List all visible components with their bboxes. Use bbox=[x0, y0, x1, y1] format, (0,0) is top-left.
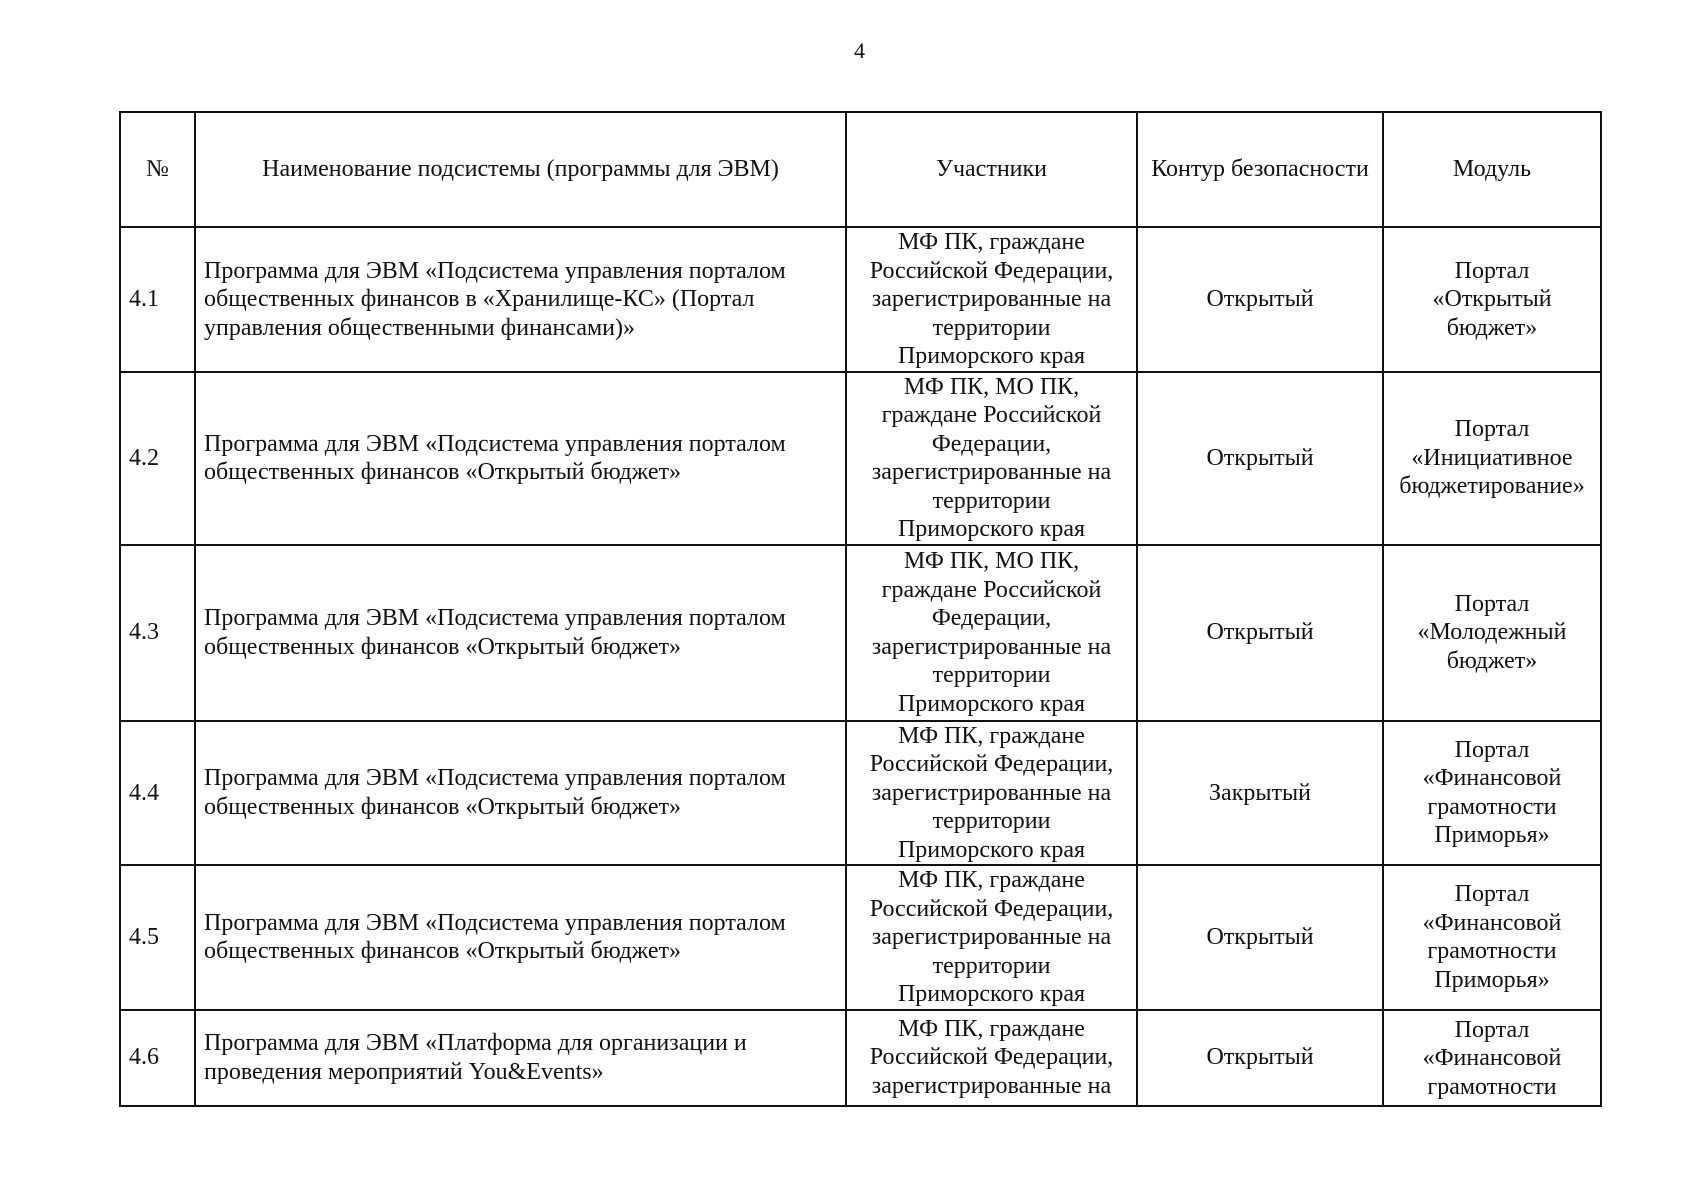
header-participants: Участники bbox=[846, 112, 1137, 227]
row-participants-line: Российской Федерации, bbox=[869, 751, 1114, 777]
row-name-line: общественных финансов в «Хранилище-КС» (Портал bbox=[204, 286, 755, 312]
row-num: 4.4 bbox=[120, 721, 195, 866]
row-participants-line: Федерации, bbox=[931, 605, 1052, 631]
row-participants-line: зарегистрированные на bbox=[871, 779, 1112, 806]
row-participants-line: граждане Российской bbox=[881, 402, 1102, 428]
row-participants-line: МФ ПК, граждане bbox=[898, 722, 1085, 749]
row-name bbox=[195, 1010, 846, 1106]
row-participants-line: Приморского края bbox=[897, 516, 1086, 542]
table-header-row bbox=[120, 112, 1601, 227]
row-participants-line: зарегистрированные на bbox=[871, 286, 1112, 312]
row-participants-line: Приморского края bbox=[897, 981, 1086, 1007]
row-name bbox=[195, 227, 846, 372]
row-module-line: Портал bbox=[1454, 736, 1530, 763]
row-module bbox=[1383, 865, 1601, 1010]
row-num: 4.5 bbox=[120, 865, 195, 1010]
row-participants-line: Российской Федерации, bbox=[869, 1044, 1114, 1071]
row-name-line: Программа для ЭВМ «Подсистема управления порталом bbox=[204, 430, 786, 457]
row-participants bbox=[846, 372, 1137, 545]
row-module-line: «Инициативное bbox=[1411, 444, 1573, 471]
table-row bbox=[120, 865, 1601, 1010]
row-security: Открытый bbox=[1137, 865, 1383, 1010]
row-security: Открытый bbox=[1137, 227, 1383, 372]
table-row bbox=[120, 227, 1601, 372]
row-module bbox=[1383, 372, 1601, 545]
row-module-line: бюджетирование» bbox=[1399, 473, 1585, 500]
table-row bbox=[120, 372, 1601, 545]
row-num: 4.2 bbox=[120, 372, 195, 545]
header-module: Модуль bbox=[1383, 112, 1601, 227]
row-module-line: Приморья» bbox=[1434, 966, 1550, 993]
row-participants-line: МФ ПК, граждане bbox=[898, 867, 1085, 893]
row-module-line: Портал bbox=[1454, 416, 1530, 443]
row-participants bbox=[846, 545, 1137, 721]
row-name bbox=[195, 721, 846, 866]
header-name: Наименование подсистемы (программы для ЭВМ) bbox=[195, 112, 846, 227]
row-participants-line: зарегистрированные на bbox=[871, 924, 1112, 950]
row-module-line: грамотности bbox=[1427, 938, 1557, 965]
row-module-line: Портал bbox=[1454, 257, 1530, 284]
row-module-line: бюджет» bbox=[1446, 314, 1538, 341]
row-name-line: Программа для ЭВМ «Платформа для организации и bbox=[204, 1030, 747, 1056]
row-participants-line: территории bbox=[932, 662, 1051, 688]
row-module-line: «Открытый bbox=[1432, 286, 1552, 312]
row-module bbox=[1383, 545, 1601, 721]
row-name-line: проведения мероприятий You&Events» bbox=[204, 1058, 604, 1085]
row-name-line: общественных финансов «Открытый бюджет» bbox=[204, 793, 682, 820]
row-module-line: грамотности bbox=[1427, 793, 1557, 820]
header-security: Контур безопасности bbox=[1137, 112, 1383, 227]
row-participants-line: территории bbox=[932, 952, 1051, 979]
row-name-line: общественных финансов «Открытый бюджет» bbox=[204, 633, 682, 660]
row-module-line: «Финансовой bbox=[1422, 909, 1562, 936]
row-name-line: управления общественными финансами)» bbox=[204, 314, 635, 341]
row-module-line: грамотности bbox=[1427, 1073, 1557, 1100]
row-num: 4.6 bbox=[120, 1010, 195, 1106]
row-name-line: Программа для ЭВМ «Подсистема управления порталом bbox=[204, 257, 786, 284]
row-security: Открытый bbox=[1137, 545, 1383, 721]
subsystems-table bbox=[119, 111, 1602, 1107]
row-module-line: «Молодежный bbox=[1417, 619, 1567, 646]
row-module-line: «Финансовой bbox=[1422, 765, 1562, 792]
row-module-line: Портал bbox=[1454, 1016, 1530, 1043]
row-participants-line: зарегистрированные на bbox=[871, 459, 1112, 485]
row-module-line: Портал bbox=[1454, 590, 1530, 617]
row-module bbox=[1383, 721, 1601, 866]
row-module bbox=[1383, 227, 1601, 372]
row-participants bbox=[846, 1010, 1137, 1106]
row-participants-line: территории bbox=[932, 808, 1051, 834]
row-participants-line: Приморского края bbox=[897, 836, 1086, 863]
row-participants-line: Российской Федерации, bbox=[869, 257, 1114, 284]
row-name bbox=[195, 865, 846, 1010]
row-participants-line: территории bbox=[932, 314, 1051, 341]
row-participants bbox=[846, 227, 1137, 372]
row-participants-line: территории bbox=[932, 487, 1051, 514]
row-participants-line: зарегистрированные на bbox=[871, 633, 1112, 660]
row-name bbox=[195, 372, 846, 545]
row-security: Закрытый bbox=[1137, 721, 1383, 866]
row-module-line: Приморья» bbox=[1434, 822, 1550, 849]
row-participants-line: МФ ПК, граждане bbox=[898, 229, 1085, 255]
row-name-line: общественных финансов «Открытый бюджет» bbox=[204, 459, 682, 485]
row-participants bbox=[846, 865, 1137, 1010]
row-participants-line: МФ ПК, МО ПК, bbox=[903, 373, 1080, 400]
row-module-line: Портал bbox=[1454, 881, 1530, 908]
row-participants-line: граждане Российской bbox=[881, 576, 1102, 603]
row-name bbox=[195, 545, 846, 721]
row-participants-line: Приморского края bbox=[897, 690, 1086, 717]
row-num: 4.1 bbox=[120, 227, 195, 372]
row-participants-line: зарегистрированные на bbox=[871, 1072, 1112, 1099]
header-num: № bbox=[120, 112, 195, 227]
row-num: 4.3 bbox=[120, 545, 195, 721]
row-name-line: общественных финансов «Открытый бюджет» bbox=[204, 938, 682, 965]
row-name-line: Программа для ЭВМ «Подсистема управления порталом bbox=[204, 909, 786, 936]
row-name-line: Программа для ЭВМ «Подсистема управления порталом bbox=[204, 605, 786, 631]
row-participants bbox=[846, 721, 1137, 866]
row-participants-line: Приморского края bbox=[897, 343, 1086, 369]
table-row bbox=[120, 1010, 1601, 1106]
page-number: 4 bbox=[854, 38, 865, 63]
row-participants-line: Федерации, bbox=[931, 430, 1052, 457]
row-participants-line: Российской Федерации, bbox=[869, 895, 1114, 922]
row-module-line: «Финансовой bbox=[1422, 1045, 1562, 1072]
table-row bbox=[120, 721, 1601, 866]
row-module bbox=[1383, 1010, 1601, 1106]
table-row bbox=[120, 545, 1601, 721]
row-participants-line: МФ ПК, граждане bbox=[898, 1015, 1085, 1042]
row-security: Открытый bbox=[1137, 1010, 1383, 1106]
row-module-line: бюджет» bbox=[1446, 647, 1538, 674]
row-participants-line: МФ ПК, МО ПК, bbox=[903, 548, 1080, 574]
row-security: Открытый bbox=[1137, 372, 1383, 545]
row-name-line: Программа для ЭВМ «Подсистема управления порталом bbox=[204, 765, 786, 792]
